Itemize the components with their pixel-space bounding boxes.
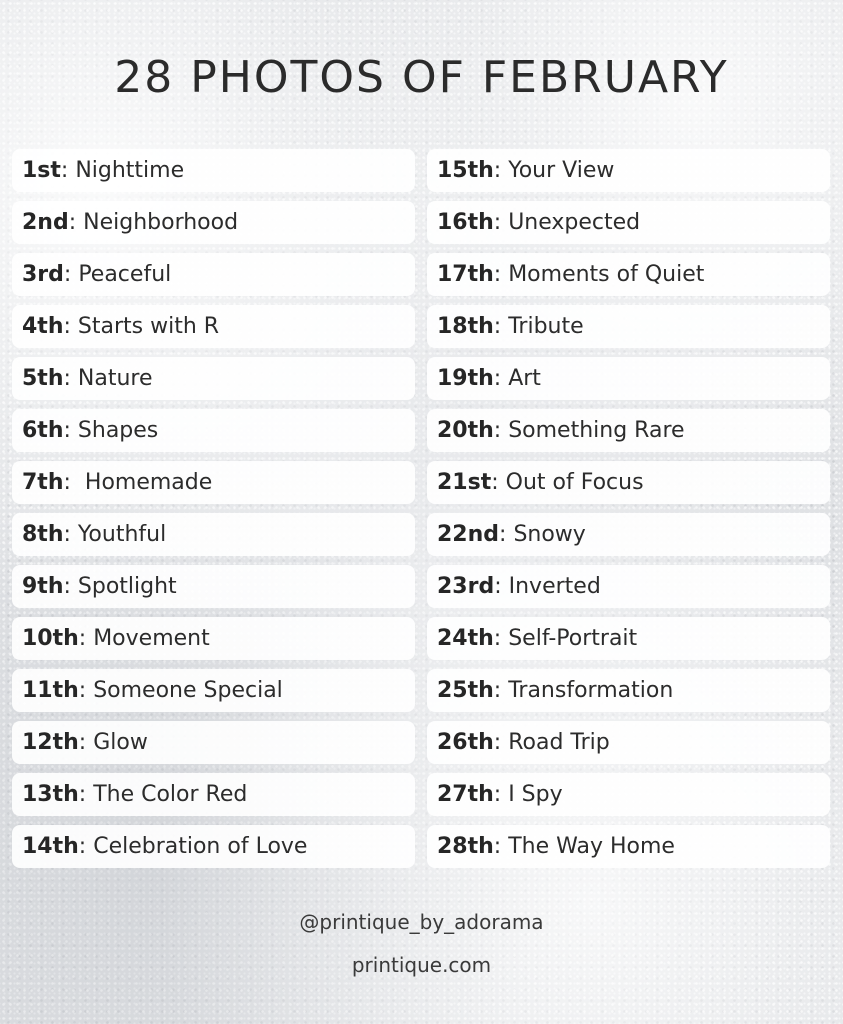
day-label: 15th — [437, 158, 494, 183]
colon: : — [493, 366, 509, 391]
colon: : — [493, 314, 509, 339]
prompt-text: Transformation — [508, 678, 674, 703]
colon: : — [493, 626, 509, 651]
day-label: 20th — [437, 418, 494, 443]
day-label: 11th — [22, 678, 79, 703]
list-item — [427, 617, 830, 660]
right-column-list — [427, 149, 830, 868]
day-label: 8th — [22, 522, 64, 547]
colon: : — [63, 522, 78, 547]
list-item — [12, 305, 415, 348]
prompt-text: Self-Portrait — [508, 626, 638, 651]
list-item — [427, 565, 830, 608]
day-label: 23rd — [437, 574, 495, 599]
prompt-text: Out of Focus — [505, 470, 644, 495]
website-label: printique.com — [351, 953, 492, 977]
list-item — [12, 721, 415, 764]
prompt-text: The Color Red — [93, 782, 248, 807]
list-item — [427, 513, 830, 556]
day-label: 1st — [22, 158, 61, 183]
prompt-text: Nature — [77, 366, 153, 391]
day-label: 19th — [437, 366, 494, 391]
prompt-text: Homemade — [77, 470, 213, 495]
list-item — [427, 305, 830, 348]
colon: : — [63, 470, 78, 495]
list-item — [427, 773, 830, 816]
prompt-text: Youthful — [77, 522, 167, 547]
list-item — [12, 669, 415, 712]
colon: : — [493, 210, 509, 235]
colon: : — [63, 366, 78, 391]
day-label: 9th — [22, 574, 64, 599]
prompt-text: Art — [508, 366, 541, 391]
list-item — [427, 357, 830, 400]
list-item — [12, 149, 415, 192]
prompt-text: Something Rare — [508, 418, 685, 443]
prompt-text: Glow — [93, 730, 148, 755]
day-label: 21st — [437, 470, 492, 495]
list-item — [12, 565, 415, 608]
day-label: 25th — [437, 678, 494, 703]
list-item — [427, 461, 830, 504]
day-label: 26th — [437, 730, 494, 755]
day-label: 28th — [437, 834, 494, 859]
list-item — [12, 201, 415, 244]
day-label: 14th — [22, 834, 79, 859]
day-label: 5th — [22, 366, 64, 391]
prompt-text: Movement — [93, 626, 210, 651]
prompt-text: Road Trip — [508, 730, 610, 755]
day-label: 12th — [22, 730, 79, 755]
prompt-text: Spotlight — [77, 574, 177, 599]
day-label: 13th — [22, 782, 79, 807]
colon: : — [63, 262, 79, 287]
day-label: 22nd — [437, 522, 500, 547]
colon: : — [78, 782, 94, 807]
colon: : — [493, 418, 509, 443]
list-item — [12, 773, 415, 816]
prompt-text: Inverted — [508, 574, 601, 599]
prompt-text: Neighborhood — [83, 210, 239, 235]
list-item — [427, 669, 830, 712]
prompt-text: Shapes — [77, 418, 159, 443]
colon: : — [78, 678, 94, 703]
social-handle: @printique_by_adorama — [299, 910, 544, 934]
day-label: 3rd — [22, 262, 64, 287]
colon: : — [68, 210, 84, 235]
colon: : — [493, 678, 509, 703]
list-item — [427, 825, 830, 868]
prompt-text: Snowy — [513, 522, 586, 547]
colon: : — [63, 314, 78, 339]
colon: : — [78, 626, 94, 651]
prompt-text: Unexpected — [508, 210, 641, 235]
list-item — [427, 721, 830, 764]
colon: : — [493, 158, 509, 183]
list-item — [12, 825, 415, 868]
prompt-text: Peaceful — [78, 262, 172, 287]
day-label: 10th — [22, 626, 79, 651]
list-item — [12, 617, 415, 660]
colon: : — [499, 522, 514, 547]
day-label: 27th — [437, 782, 494, 807]
colon: : — [78, 834, 94, 859]
day-label: 16th — [437, 210, 494, 235]
prompt-text: Celebration of Love — [93, 834, 308, 859]
prompt-text: Your View — [508, 158, 615, 183]
day-label: 18th — [437, 314, 494, 339]
colon: : — [491, 470, 506, 495]
colon: : — [63, 574, 78, 599]
day-label: 2nd — [22, 210, 69, 235]
prompt-text: Nighttime — [75, 158, 185, 183]
colon: : — [60, 158, 76, 183]
list-item — [427, 201, 830, 244]
colon: : — [493, 782, 509, 807]
colon: : — [78, 730, 94, 755]
colon: : — [493, 262, 509, 287]
day-label: 7th — [22, 470, 64, 495]
list-item — [427, 149, 830, 192]
day-label: 6th — [22, 418, 64, 443]
prompt-text: I Spy — [508, 782, 563, 807]
list-item — [12, 357, 415, 400]
list-item — [12, 461, 415, 504]
list-item — [12, 513, 415, 556]
prompt-text: Starts with R — [77, 314, 220, 339]
prompt-text: Tribute — [508, 314, 584, 339]
list-item — [12, 409, 415, 452]
prompt-text: Moments of Quiet — [508, 262, 705, 287]
day-label: 24th — [437, 626, 494, 651]
colon: : — [63, 418, 78, 443]
prompt-text: Someone Special — [93, 678, 283, 703]
colon: : — [493, 730, 509, 755]
prompt-text: The Way Home — [508, 834, 675, 859]
page-title: 28 PHOTOS OF FEBRUARY — [114, 52, 729, 103]
list-item — [12, 253, 415, 296]
list-item — [427, 409, 830, 452]
colon: : — [493, 834, 509, 859]
day-label: 17th — [437, 262, 494, 287]
day-label: 4th — [22, 314, 64, 339]
left-column-list — [12, 149, 415, 868]
list-item — [427, 253, 830, 296]
colon: : — [494, 574, 509, 599]
